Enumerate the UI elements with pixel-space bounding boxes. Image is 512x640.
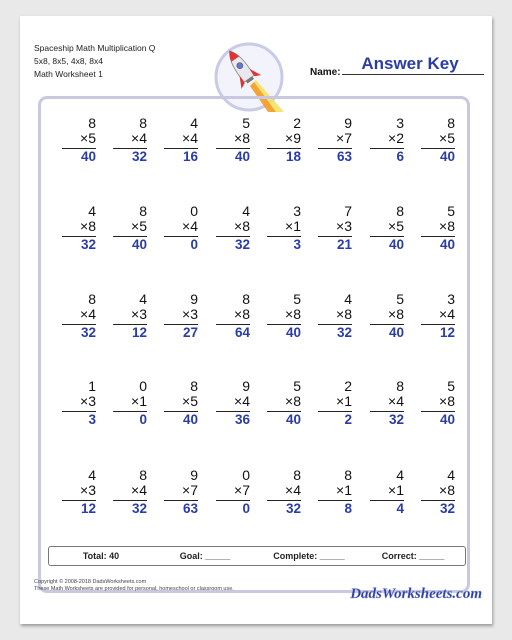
multiplier: ×4 <box>80 306 96 322</box>
answer: 36 <box>234 412 250 427</box>
problem <box>164 468 198 517</box>
problem <box>164 204 198 253</box>
answer: 12 <box>80 501 96 516</box>
problem <box>370 379 404 428</box>
answer: 32 <box>80 325 96 340</box>
multiplier: ×5 <box>182 393 198 409</box>
problem <box>62 292 96 341</box>
problem <box>267 116 301 165</box>
multiplier: ×3 <box>336 218 352 234</box>
multiplicand: 4 <box>242 203 250 219</box>
multiplicand: 9 <box>190 291 198 307</box>
multiplicand: 8 <box>139 467 147 483</box>
answer: 21 <box>336 237 352 252</box>
problem <box>164 292 198 341</box>
name-line <box>342 74 484 75</box>
multiplier: ×4 <box>439 306 455 322</box>
problem <box>216 292 250 341</box>
answer: 32 <box>439 501 455 516</box>
multiplier: ×3 <box>182 306 198 322</box>
logo-text: DadsWorksheets.com <box>350 586 482 602</box>
multiplicand: 8 <box>344 467 352 483</box>
problem <box>421 204 455 253</box>
problem <box>216 379 250 428</box>
multiplier: ×8 <box>439 393 455 409</box>
answer: 32 <box>336 325 352 340</box>
answer: 16 <box>182 149 198 164</box>
multiplier: ×8 <box>234 306 250 322</box>
correct-cell: Correct: _____ <box>381 551 445 561</box>
answer: 0 <box>242 501 250 516</box>
multiplier: ×9 <box>285 130 301 146</box>
answer: 40 <box>439 412 455 427</box>
answer: 6 <box>396 149 404 164</box>
multiplier: ×8 <box>336 306 352 322</box>
total-cell: Total: 40 <box>82 551 120 561</box>
multiplier: ×3 <box>80 482 96 498</box>
multiplicand: 8 <box>447 115 455 131</box>
copyright-notice <box>34 579 234 593</box>
answer: 40 <box>439 237 455 252</box>
multiplicand: 8 <box>139 115 147 131</box>
answer: 64 <box>234 325 250 340</box>
multiplier: ×1 <box>336 482 352 498</box>
answer: 3 <box>88 412 96 427</box>
problem <box>62 468 96 517</box>
answer: 32 <box>234 237 250 252</box>
multiplier: ×1 <box>336 393 352 409</box>
answer: 0 <box>139 412 147 427</box>
multiplier: ×5 <box>388 218 404 234</box>
answer: 18 <box>285 149 301 164</box>
multiplicand: 3 <box>447 291 455 307</box>
multiplicand: 8 <box>139 203 147 219</box>
multiplier: ×8 <box>234 218 250 234</box>
answer: 4 <box>396 501 404 516</box>
multiplier: ×4 <box>182 218 198 234</box>
multiplier: ×2 <box>388 130 404 146</box>
answer: 32 <box>131 149 147 164</box>
problem <box>113 468 147 517</box>
multiplier: ×7 <box>182 482 198 498</box>
worksheet-page <box>20 16 492 624</box>
multiplicand: 3 <box>293 203 301 219</box>
multiplicand: 8 <box>293 467 301 483</box>
multiplier: ×8 <box>388 306 404 322</box>
multiplicand: 8 <box>396 203 404 219</box>
multiplicand: 0 <box>190 203 198 219</box>
problem <box>267 292 301 341</box>
multiplier: ×5 <box>439 130 455 146</box>
answer: 2 <box>344 412 352 427</box>
worksheet-facts: 5x8, 8x5, 4x8, 8x4 <box>34 56 103 66</box>
multiplier: ×7 <box>336 130 352 146</box>
answer: 27 <box>182 325 198 340</box>
answer: 3 <box>293 237 301 252</box>
problem <box>318 468 352 517</box>
problem <box>421 379 455 428</box>
score-footer <box>48 546 466 566</box>
multiplicand: 8 <box>190 378 198 394</box>
multiplicand: 8 <box>88 115 96 131</box>
multiplicand: 2 <box>344 378 352 394</box>
multiplicand: 5 <box>242 115 250 131</box>
problem <box>370 204 404 253</box>
multiplier: ×5 <box>80 130 96 146</box>
problem <box>267 468 301 517</box>
dadsworksheets-logo <box>338 578 484 606</box>
answer: 32 <box>388 412 404 427</box>
multiplicand: 4 <box>447 467 455 483</box>
multiplicand: 4 <box>139 291 147 307</box>
multiplier: ×4 <box>285 482 301 498</box>
multiplier: ×8 <box>285 393 301 409</box>
answer: 40 <box>285 325 301 340</box>
problem <box>164 379 198 428</box>
problem <box>113 204 147 253</box>
multiplier: ×4 <box>131 130 147 146</box>
multiplicand: 9 <box>242 378 250 394</box>
problem <box>62 204 96 253</box>
multiplicand: 8 <box>242 291 250 307</box>
answer: 8 <box>344 501 352 516</box>
problem <box>318 204 352 253</box>
multiplicand: 5 <box>447 378 455 394</box>
multiplicand: 4 <box>88 467 96 483</box>
worksheet-title: Spaceship Math Multiplication Q <box>34 43 156 53</box>
answer: 12 <box>439 325 455 340</box>
problem <box>318 379 352 428</box>
problem <box>62 379 96 428</box>
multiplier: ×7 <box>234 482 250 498</box>
multiplier: ×8 <box>285 306 301 322</box>
problem <box>318 116 352 165</box>
usage-line: These Math Worksheets are provided for personal, homeschool or classroom use. <box>34 586 234 592</box>
multiplicand: 9 <box>344 115 352 131</box>
multiplicand: 4 <box>396 467 404 483</box>
problem <box>113 292 147 341</box>
multiplicand: 8 <box>88 291 96 307</box>
complete-cell: Complete: _____ <box>273 551 345 561</box>
problem <box>267 204 301 253</box>
multiplier: ×4 <box>388 393 404 409</box>
multiplier: ×1 <box>388 482 404 498</box>
multiplicand: 2 <box>293 115 301 131</box>
multiplicand: 0 <box>139 378 147 394</box>
multiplier: ×1 <box>285 218 301 234</box>
answer: 40 <box>285 412 301 427</box>
problem <box>318 292 352 341</box>
answer: 32 <box>285 501 301 516</box>
problem <box>370 116 404 165</box>
answer: 40 <box>131 237 147 252</box>
worksheet-subtitle: Math Worksheet 1 <box>34 69 103 79</box>
multiplicand: 5 <box>447 203 455 219</box>
problem <box>421 468 455 517</box>
problem <box>216 116 250 165</box>
answer: 32 <box>131 501 147 516</box>
answer: 63 <box>182 501 198 516</box>
multiplicand: 7 <box>344 203 352 219</box>
answer: 40 <box>234 149 250 164</box>
multiplicand: 8 <box>396 378 404 394</box>
multiplier: ×1 <box>131 393 147 409</box>
multiplier: ×8 <box>439 218 455 234</box>
problem <box>113 379 147 428</box>
multiplicand: 5 <box>293 378 301 394</box>
problem <box>164 116 198 165</box>
multiplicand: 5 <box>396 291 404 307</box>
multiplicand: 1 <box>88 378 96 394</box>
problem <box>421 292 455 341</box>
multiplicand: 0 <box>242 467 250 483</box>
problems-frame <box>38 96 470 593</box>
multiplier: ×3 <box>131 306 147 322</box>
answer: 12 <box>131 325 147 340</box>
problem <box>370 468 404 517</box>
multiplier: ×8 <box>234 130 250 146</box>
multiplier: ×8 <box>80 218 96 234</box>
answer: 40 <box>182 412 198 427</box>
multiplicand: 4 <box>190 115 198 131</box>
problem <box>113 116 147 165</box>
multiplicand: 4 <box>88 203 96 219</box>
multiplier: ×4 <box>131 482 147 498</box>
multiplier: ×4 <box>182 130 198 146</box>
answer: 40 <box>388 237 404 252</box>
multiplicand: 9 <box>190 467 198 483</box>
multiplicand: 5 <box>293 291 301 307</box>
multiplier: ×3 <box>80 393 96 409</box>
problem <box>421 116 455 165</box>
multiplier: ×8 <box>439 482 455 498</box>
problem <box>216 468 250 517</box>
problem <box>62 116 96 165</box>
answer: 40 <box>439 149 455 164</box>
answer: 63 <box>336 149 352 164</box>
answer: 0 <box>190 237 198 252</box>
answer: 40 <box>388 325 404 340</box>
name-label: Name: <box>310 67 341 78</box>
problem <box>370 292 404 341</box>
goal-cell: Goal: _____ <box>179 551 231 561</box>
worksheet-header <box>34 42 155 81</box>
problem <box>267 379 301 428</box>
multiplicand: 3 <box>396 115 404 131</box>
answer: 40 <box>80 149 96 164</box>
multiplicand: 4 <box>344 291 352 307</box>
problem <box>216 204 250 253</box>
answer: 32 <box>80 237 96 252</box>
multiplier: ×4 <box>234 393 250 409</box>
answer-key-label: Answer Key <box>361 54 459 73</box>
copyright-line: Copyright © 2008-2018 DadsWorksheets.com <box>34 579 147 585</box>
multiplier: ×5 <box>131 218 147 234</box>
